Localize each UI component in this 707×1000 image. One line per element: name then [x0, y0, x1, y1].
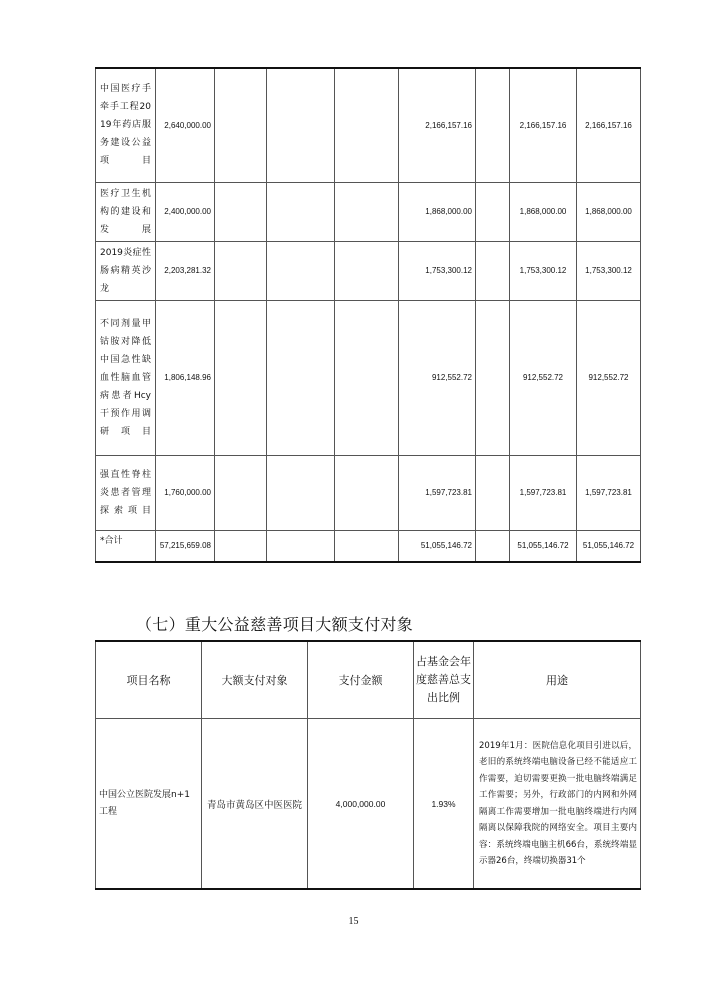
- budget-cell: 57,215,659.08: [156, 530, 215, 562]
- amount-cell: 4,000,000.00: [308, 719, 414, 890]
- empty-cell: [335, 241, 399, 300]
- amount-cell: 1,753,300.12: [510, 241, 577, 300]
- empty-cell: [476, 68, 510, 182]
- table-row: [96, 182, 641, 241]
- amount-cell: 912,552.72: [510, 300, 577, 455]
- page-number: 15: [348, 916, 359, 927]
- empty-cell: [335, 68, 399, 182]
- table-row: [96, 455, 641, 530]
- empty-cell: [267, 68, 335, 182]
- empty-cell: [267, 530, 335, 562]
- amount-cell: 51,055,146.72: [510, 530, 577, 562]
- amount-cell: 1,753,300.12: [577, 241, 641, 300]
- spent-cell: 912,552.72: [399, 300, 476, 455]
- amount-cell: 51,055,146.72: [577, 530, 641, 562]
- table-row: [96, 300, 641, 455]
- empty-cell: [335, 182, 399, 241]
- empty-cell: [215, 68, 267, 182]
- empty-cell: [215, 530, 267, 562]
- empty-cell: [267, 300, 335, 455]
- section-title: （七）重大公益慈善项目大额支付对象: [136, 615, 414, 634]
- header-usage: 用途: [474, 641, 641, 719]
- amount-cell: 2,166,157.16: [577, 68, 641, 182]
- empty-cell: [476, 300, 510, 455]
- amount-cell: 912,552.72: [577, 300, 641, 455]
- amount-cell: 1,597,723.81: [577, 455, 641, 530]
- spent-cell: 1,868,000.00: [399, 182, 476, 241]
- budget-cell: 1,806,148.96: [156, 300, 215, 455]
- header-amount: 支付金额: [308, 641, 414, 719]
- empty-cell: [215, 300, 267, 455]
- project-name-cell: 中国公立医院发展n+1工程: [96, 719, 202, 890]
- spent-cell: 1,597,723.81: [399, 455, 476, 530]
- empty-cell: [476, 182, 510, 241]
- empty-cell: [267, 241, 335, 300]
- project-name-cell: 医疗卫生机构的建设和发展: [96, 182, 156, 241]
- usage-cell: 2019年1月：医院信息化项目引进以后，老旧的系统终端电脑设备已经不能适应工作需要，迫切需要更换一批电脑终端满足工作需要；另外，行政部门的内网和外网隔离工作需要增加一批电脑终端进行内网隔离以保障我院的网络安全。项目主要内容：系统终端电脑主机66台，系统终端显示器26台，终端切换器31个: [474, 719, 641, 890]
- total-row: [96, 530, 641, 562]
- budget-cell: 2,640,000.00: [156, 68, 215, 182]
- project-name-cell: 中国医疗手牵手工程2019年药店服务建设公益项目: [96, 68, 156, 182]
- ratio-cell: 1.93%: [414, 719, 474, 890]
- empty-cell: [215, 455, 267, 530]
- amount-cell: 1,868,000.00: [577, 182, 641, 241]
- table-row: [96, 241, 641, 300]
- large-payment-table: [95, 640, 641, 890]
- empty-cell: [335, 455, 399, 530]
- payee-cell: 青岛市黄岛区中医医院: [202, 719, 308, 890]
- project-name-cell: 强直性脊柱炎患者管理探索项目: [96, 455, 156, 530]
- table-row: [96, 719, 641, 890]
- budget-cell: 2,400,000.00: [156, 182, 215, 241]
- budget-cell: 1,760,000.00: [156, 455, 215, 530]
- empty-cell: [476, 455, 510, 530]
- empty-cell: [267, 182, 335, 241]
- empty-cell: [335, 300, 399, 455]
- spent-cell: 51,055,146.72: [399, 530, 476, 562]
- spent-cell: 2,166,157.16: [399, 68, 476, 182]
- spent-cell: 1,753,300.12: [399, 241, 476, 300]
- header-ratio: 占基金会年度慈善总支出比例: [414, 641, 474, 719]
- total-label: *合计: [96, 530, 156, 562]
- empty-cell: [215, 182, 267, 241]
- amount-cell: 1,597,723.81: [510, 455, 577, 530]
- empty-cell: [215, 241, 267, 300]
- empty-cell: [267, 455, 335, 530]
- empty-cell: [476, 530, 510, 562]
- header-project-name: 项目名称: [96, 641, 202, 719]
- header-row: [96, 641, 641, 719]
- header-payee: 大额支付对象: [202, 641, 308, 719]
- empty-cell: [476, 241, 510, 300]
- amount-cell: 2,166,157.16: [510, 68, 577, 182]
- project-expenditure-table: [95, 67, 641, 563]
- project-name-cell: 不同剂量甲钴胺对降低中国急性缺血性脑血管病患者Hcy干预作用调研项目: [96, 300, 156, 455]
- project-name-cell: 2019炎症性肠病精英沙龙: [96, 241, 156, 300]
- empty-cell: [335, 530, 399, 562]
- budget-cell: 2,203,281.32: [156, 241, 215, 300]
- amount-cell: 1,868,000.00: [510, 182, 577, 241]
- table-row: [96, 68, 641, 182]
